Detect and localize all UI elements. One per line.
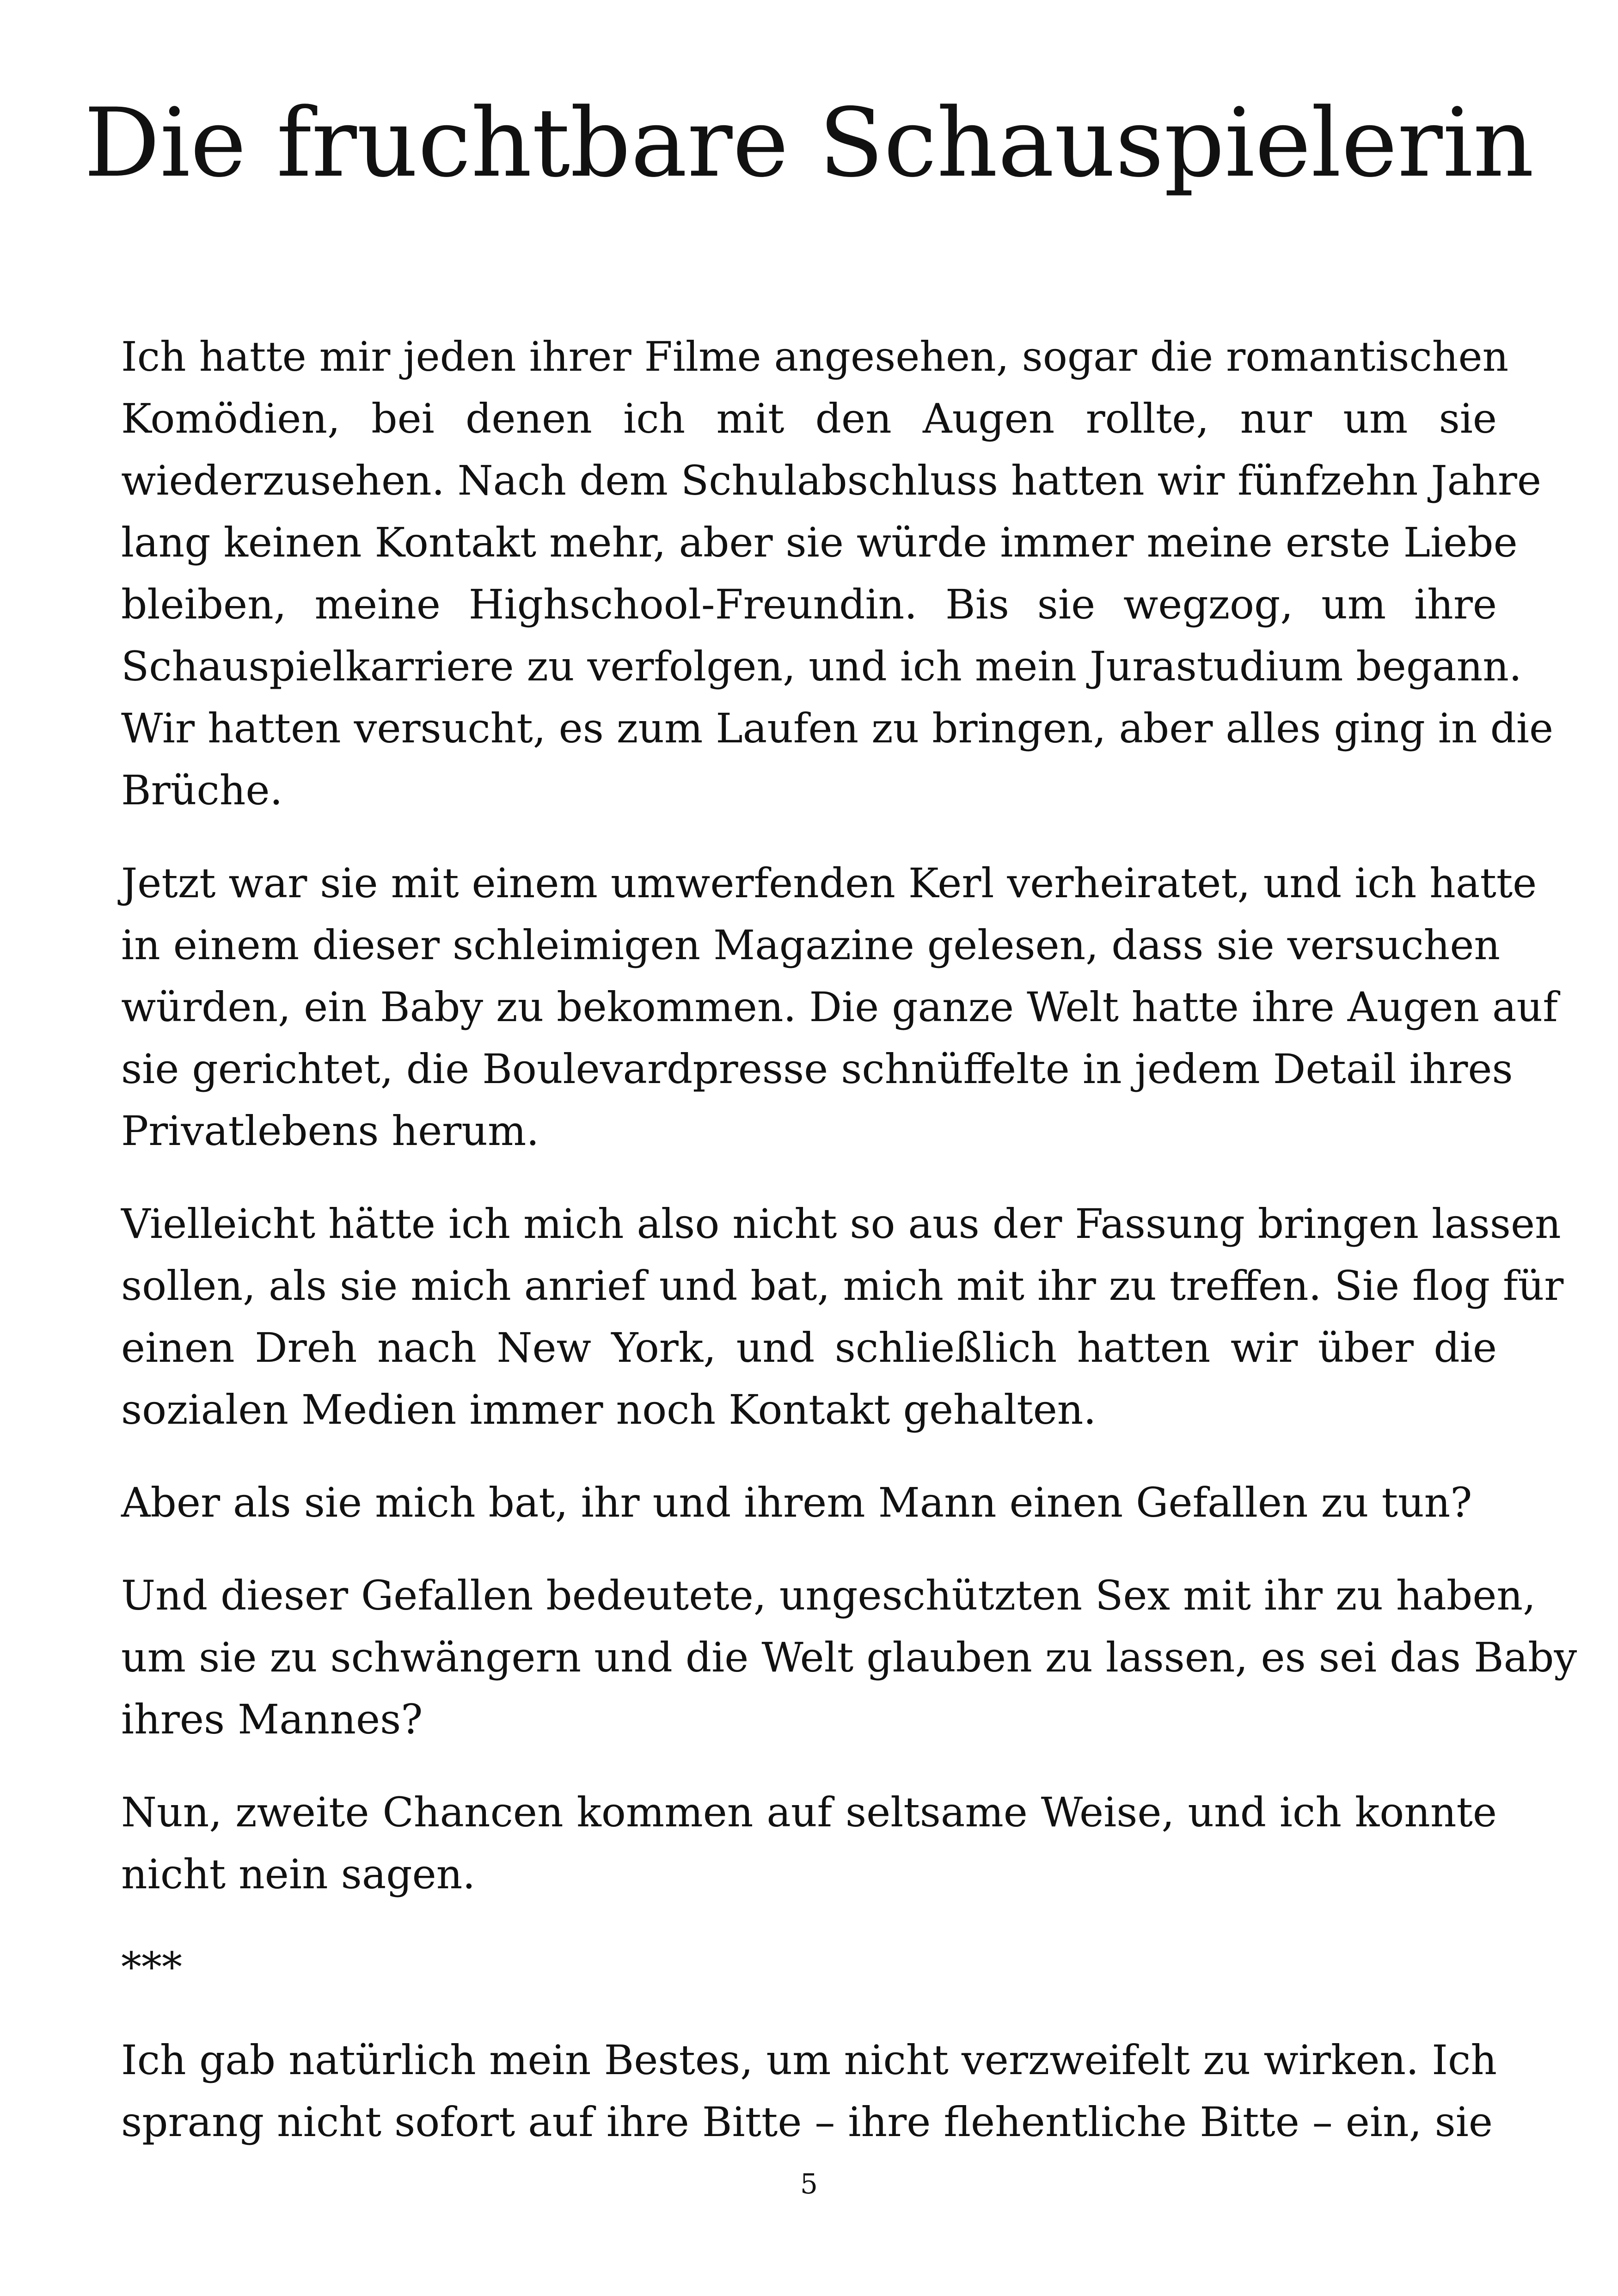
- paragraph: [121, 1565, 1577, 1751]
- page-number: 5: [800, 2168, 818, 2200]
- paragraph: [121, 1782, 1497, 1905]
- text-line: Aber als sie mich bat, ihr und ihrem Mann einen Gefallen zu tun?: [121, 1479, 1472, 1526]
- text-line: Und dieser Gefallen bedeutete, ungeschützten Sex mit ihr zu haben,: [121, 1572, 1536, 1619]
- text-line: Schauspielkarriere zu verfolgen, und ich mein Jurastudium begann.: [121, 643, 1522, 690]
- text-line: um sie zu schwängern und die Welt glauben zu lassen, es sei das Baby: [121, 1634, 1577, 1681]
- text-line: bleiben, meine Highschool-Freundin. Bis sie wegzog, um ihre: [121, 581, 1497, 628]
- page-title: Die fruchtbare Schauspielerin: [84, 88, 1534, 198]
- text-line: lang keinen Kontakt mehr, aber sie würde immer meine erste Liebe: [121, 519, 1518, 566]
- body-text: [121, 326, 1577, 2184]
- text-line: Jetzt war sie mit einem umwerfenden Kerl verheiratet, und ich hatte: [121, 859, 1537, 907]
- text-line: Brüche.: [121, 766, 283, 814]
- text-line: Ich hatte mir jeden ihrer Filme angesehen, sogar die romantischen: [121, 333, 1509, 380]
- text-line: Vielleicht hätte ich mich also nicht so aus der Fassung bringen lassen: [121, 1200, 1561, 1248]
- text-line: Privatlebens herum.: [121, 1107, 539, 1155]
- text-line: würden, ein Baby zu bekommen. Die ganze Welt hatte ihre Augen auf: [121, 983, 1558, 1031]
- text-line: nicht nein sagen.: [121, 1850, 476, 1898]
- paragraph: [121, 852, 1558, 1162]
- text-line: in einem dieser schleimigen Magazine gelesen, dass sie versuchen: [121, 921, 1501, 969]
- text-line: sozialen Medien immer noch Kontakt gehalten.: [121, 1386, 1097, 1433]
- paragraph: [121, 1193, 1564, 1441]
- paragraph: [121, 1936, 1497, 1998]
- text-line: einen Dreh nach New York, und schließlich hatten wir über die: [121, 1324, 1497, 1371]
- text-line: ihres Mannes?: [121, 1696, 423, 1743]
- paragraph: [121, 1472, 1497, 1534]
- text-line: wiederzusehen. Nach dem Schulabschluss hatten wir fünfzehn Jahre: [121, 457, 1541, 504]
- text-line: Wir hatten versucht, es zum Laufen zu bringen, aber alles ging in die: [121, 704, 1554, 752]
- text-line: sprang nicht sofort auf ihre Bitte – ihre flehentliche Bitte – ein, sie: [121, 2098, 1493, 2146]
- text-line: Ich gab natürlich mein Bestes, um nicht verzweifelt zu wirken. Ich: [121, 2036, 1497, 2084]
- paragraph: [121, 2029, 1497, 2153]
- text-line: sollen, als sie mich anrief und bat, mich mit ihr zu treffen. Sie flog für: [121, 1262, 1564, 1310]
- text-line: sie gerichtet, die Boulevardpresse schnüffelte in jedem Detail ihres: [121, 1045, 1513, 1093]
- paragraph: [121, 326, 1554, 821]
- text-line: Komödien, bei denen ich mit den Augen rollte, nur um sie: [121, 395, 1497, 442]
- text-line: Nun, zweite Chancen kommen auf seltsame Weise, und ich konnte: [121, 1788, 1497, 1836]
- text-line: ***: [121, 1943, 182, 1991]
